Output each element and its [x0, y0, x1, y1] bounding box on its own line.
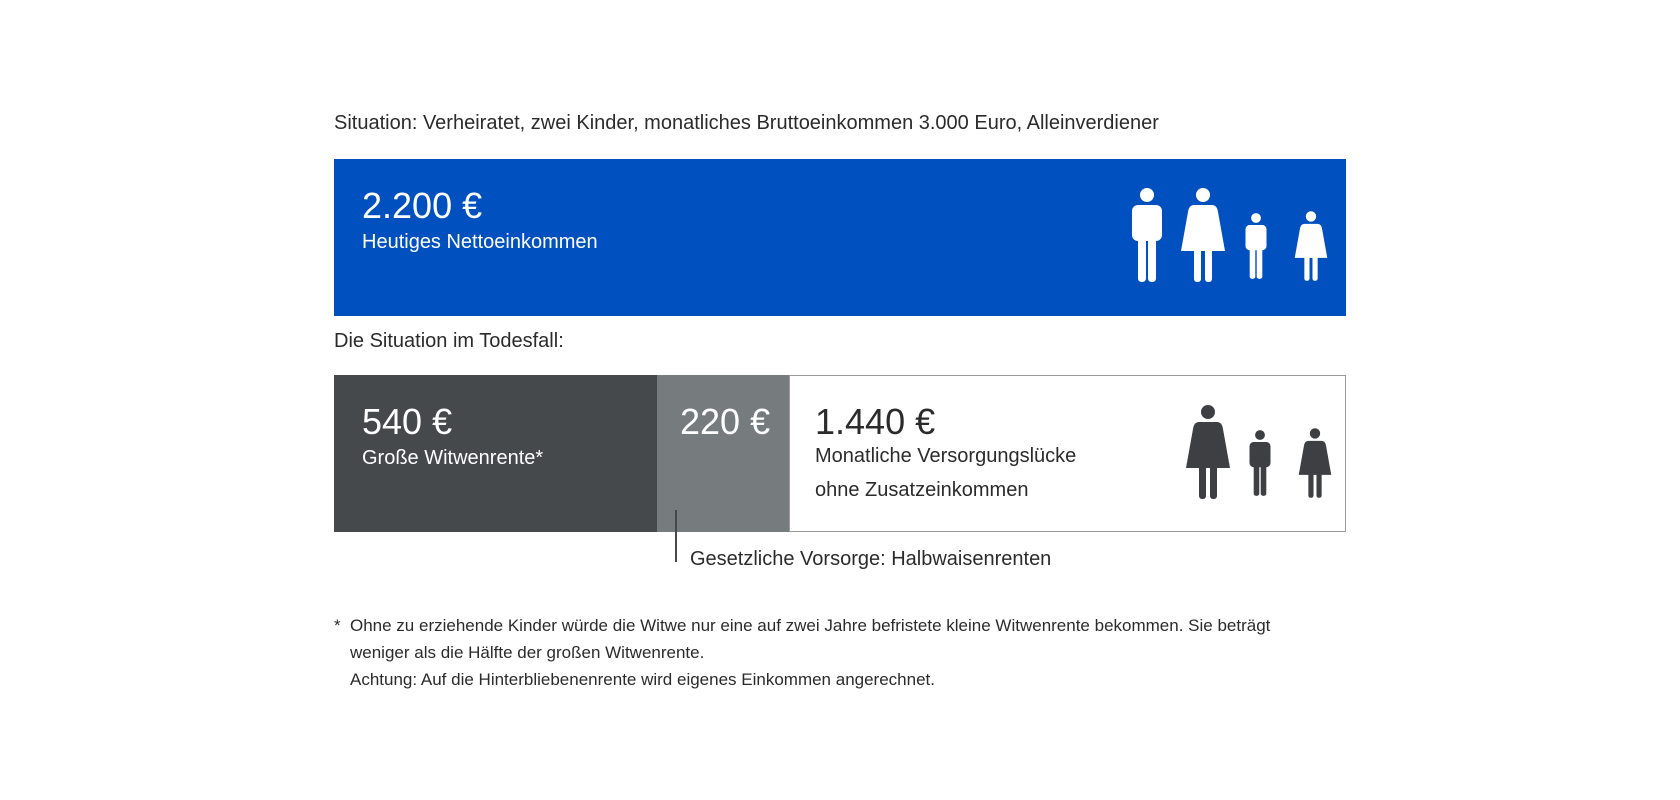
situation-text: Situation: Verheiratet, zwei Kinder, monatliches Bruttoeinkommen 3.000 Euro, Alleinverdiener	[334, 112, 1159, 134]
boy-icon	[1242, 210, 1270, 282]
footnote-line: Ohne zu erziehende Kinder würde die Witwe nur eine auf zwei Jahre befristete kleine Witwenrente bekommen. Sie beträgt	[350, 616, 1271, 635]
boy-icon	[1246, 427, 1274, 499]
footnote-line: weniger als die Hälfte der großen Witwenrente.	[350, 643, 705, 662]
orphan-pension-amount: 220 €	[680, 401, 771, 442]
girl-icon	[1294, 210, 1328, 282]
orphan-pension-segment	[657, 375, 789, 532]
supply-gap-label-line2: ohne Zusatzeinkommen	[815, 479, 1029, 501]
woman-icon	[1185, 405, 1231, 499]
current-income-label: Heutiges Nettoeinkommen	[362, 231, 598, 253]
orphan-pension-caption: Gesetzliche Vorsorge: Halbwaisenrenten	[690, 548, 1052, 570]
footnote-marker: *	[334, 616, 341, 635]
supply-gap-segment	[789, 375, 1346, 532]
supply-gap-amount: 1.440 €	[815, 401, 936, 442]
widow-pension-segment	[334, 375, 657, 532]
woman-icon	[1180, 188, 1226, 282]
death-case-heading: Die Situation im Todesfall:	[334, 330, 564, 352]
girl-icon	[1298, 427, 1332, 499]
orphan-pension-leader-line	[675, 510, 677, 562]
widow-pension-amount: 540 €	[362, 401, 453, 442]
supply-gap-label-line1: Monatliche Versorgungslücke	[815, 445, 1077, 467]
man-icon	[1127, 188, 1167, 282]
footnote-line: Achtung: Auf die Hinterbliebenenrente wird eigenes Einkommen angerechnet.	[350, 670, 935, 689]
current-income-amount: 2.200 €	[362, 185, 483, 226]
death-case-bar	[334, 375, 1346, 532]
widow-pension-label: Große Witwenrente*	[362, 447, 544, 469]
current-income-panel	[334, 159, 1346, 316]
